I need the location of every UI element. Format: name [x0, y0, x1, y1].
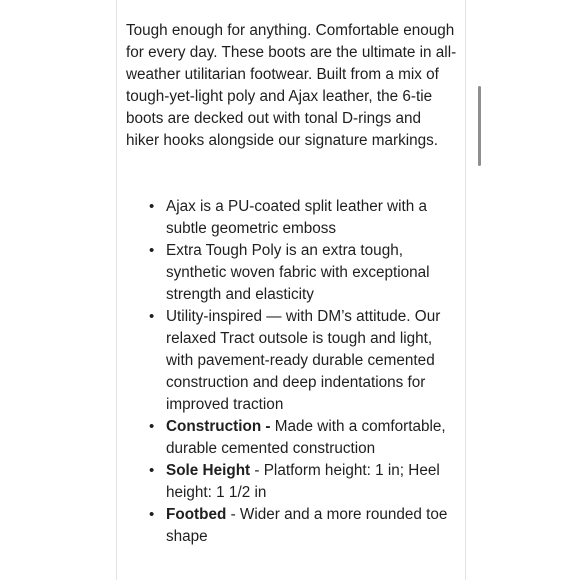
feature-text: - Wider and a more rounded toe shape — [166, 506, 448, 545]
bullet-icon: • — [149, 242, 155, 259]
bullet-icon: • — [149, 462, 155, 479]
feature-item — [126, 504, 458, 548]
feature-text: Extra Tough Poly is an extra tough, synthetic woven fabric with exceptional strength and elasticity — [166, 242, 430, 303]
feature-item — [126, 306, 458, 416]
bullet-icon: • — [149, 308, 155, 325]
bullet-icon: • — [149, 198, 155, 215]
feature-text: Made with a comfortable, durable cemented construction — [166, 418, 446, 457]
feature-list — [126, 196, 458, 548]
feature-label: Construction - — [166, 418, 271, 435]
scrollbar[interactable] — [478, 86, 481, 166]
bullet-icon: • — [149, 506, 155, 523]
feature-text: Ajax is a PU-coated split leather with a subtle geometric emboss — [166, 198, 428, 237]
feature-label: Footbed — [166, 506, 227, 523]
product-description — [126, 20, 458, 545]
feature-item — [126, 240, 458, 306]
feature-label: Sole Height — [166, 462, 251, 479]
feature-text: - Platform height: 1 in; Heel height: 1 1/2 in — [166, 462, 440, 501]
feature-text: Utility-inspired — with DM’s attitude. Our relaxed Tract outsole is tough and light, with pavement-ready durable cemented construction and deep indentations for improved traction — [166, 308, 441, 413]
description-intro: Tough enough for anything. Comfortable enough for every day. These boots are the ultimate in all-weather utilitarian footwear. Built from a mix of tough-yet-light poly and Ajax leather, the 6-tie boots are decked out with tonal D-rings and hiker hooks alongside our signature markings. — [126, 22, 457, 149]
feature-item — [126, 416, 458, 460]
feature-item — [126, 196, 458, 240]
feature-item — [126, 460, 458, 504]
bullet-icon: • — [149, 418, 155, 435]
